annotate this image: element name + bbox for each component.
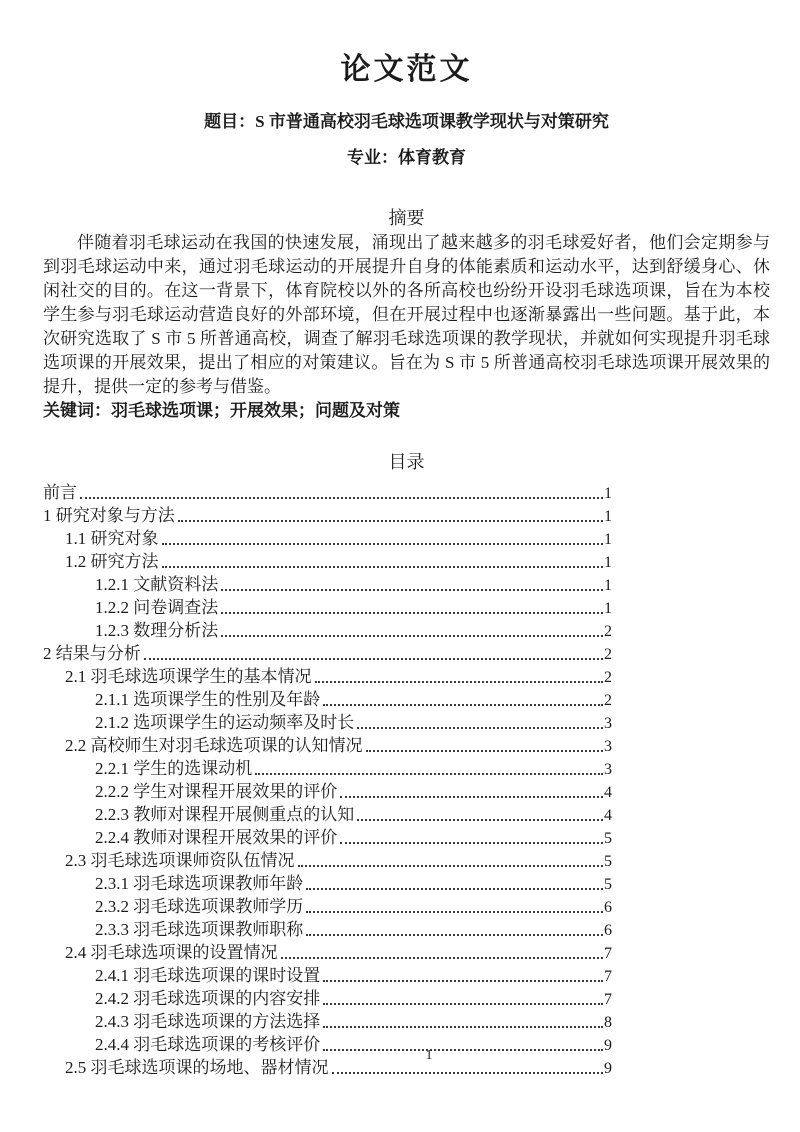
- toc-dot-leader-icon: [281, 957, 604, 959]
- toc-entry-page-number: 7: [604, 968, 612, 985]
- toc-entry-label: 1.2.3 数理分析法: [95, 621, 219, 640]
- toc-dot-leader-icon: [144, 658, 603, 660]
- toc-entry-label: 2.4.4 羽毛球选项课的考核评价: [95, 1035, 321, 1054]
- toc-entry-page-number: 1: [604, 554, 612, 571]
- toc-entry[interactable]: [43, 941, 612, 964]
- abstract-heading: 摘要: [388, 208, 425, 228]
- toc-dot-leader-icon: [298, 865, 604, 867]
- toc-entry-page-number: 2: [604, 669, 612, 686]
- toc-entry[interactable]: [43, 780, 612, 803]
- toc-entry[interactable]: [43, 619, 612, 642]
- toc-entry-page-number: 2: [604, 623, 612, 640]
- page-content: [43, 0, 770, 1132]
- thesis-major-line: 专业：体育教育: [347, 148, 466, 167]
- toc-entry-page-number: 8: [604, 1014, 612, 1031]
- toc-entry[interactable]: [43, 550, 612, 573]
- toc-dot-leader-icon: [80, 497, 603, 499]
- toc-entry-page-number: 3: [604, 738, 612, 755]
- toc-dot-leader-icon: [366, 750, 604, 752]
- toc-entry[interactable]: [43, 849, 612, 872]
- toc-entry-label: 2.4 羽毛球选项课的设置情况: [65, 943, 278, 962]
- toc-dot-leader-icon: [221, 635, 603, 637]
- toc-entry[interactable]: [43, 711, 612, 734]
- toc-entry[interactable]: [43, 573, 612, 596]
- toc-entry-page-number: 5: [604, 853, 612, 870]
- toc-entry[interactable]: [43, 1010, 612, 1033]
- toc-entry-label: 2 结果与分析: [43, 644, 141, 663]
- toc-dot-leader-icon: [323, 980, 603, 982]
- toc-entry[interactable]: [43, 987, 612, 1010]
- toc-entry[interactable]: [43, 757, 612, 780]
- toc-entry[interactable]: [43, 481, 612, 504]
- toc-entry-label: 2.2.1 学生的选课动机: [95, 759, 253, 778]
- toc-entry[interactable]: [43, 918, 612, 941]
- toc-entry-page-number: 1: [604, 531, 612, 548]
- toc-entry-page-number: 9: [604, 1037, 612, 1054]
- toc-entry-page-number: 4: [604, 807, 612, 824]
- toc-entry-label: 1.2.1 文献资料法: [95, 575, 219, 594]
- toc-entry-page-number: 7: [604, 991, 612, 1008]
- toc-entry-label: 1.2.2 问卷调查法: [95, 598, 219, 617]
- toc-entry-page-number: 1: [604, 577, 612, 594]
- toc-entry-label: 1.1 研究对象: [65, 529, 159, 548]
- toc-entry-page-number: 1: [604, 508, 612, 525]
- toc-entry[interactable]: [43, 803, 612, 826]
- toc-dot-leader-icon: [306, 911, 603, 913]
- toc-entry-label: 2.1.2 选项课学生的运动频率及时长: [95, 713, 355, 732]
- toc-entry-label: 2.2.2 学生对课程开展效果的评价: [95, 782, 338, 801]
- toc-entry-label: 2.5 羽毛球选项课的场地、器材情况: [65, 1058, 329, 1077]
- toc-entry[interactable]: [43, 665, 612, 688]
- toc-entry-page-number: 9: [604, 1060, 612, 1077]
- toc-dot-leader-icon: [306, 888, 603, 890]
- toc-entry-page-number: 5: [604, 876, 612, 893]
- toc-entry[interactable]: [43, 642, 612, 665]
- toc-entry-label: 1.2 研究方法: [65, 552, 159, 571]
- toc-entry-page-number: 4: [604, 784, 612, 801]
- toc-entry-label: 前言: [43, 483, 77, 502]
- footer-page-number: 1: [425, 1048, 433, 1063]
- toc-dot-leader-icon: [221, 612, 603, 614]
- toc-dot-leader-icon: [315, 681, 604, 683]
- toc-entry-label: 2.3 羽毛球选项课师资队伍情况: [65, 851, 295, 870]
- toc-entry-page-number: 5: [604, 830, 612, 847]
- toc-entry[interactable]: [43, 734, 612, 757]
- abstract-paragraph: 伴随着羽毛球运动在我国的快速发展，涌现出了越来越多的羽毛球爱好者，他们会定期参与到羽毛球运动中来，通过羽毛球运动的开展提升自身的体能素质和运动水平，达到舒缓身心、休闲社交的目的。在这一背景下，体育院校以外的各所高校也纷纷开设羽毛球选项课，旨在为本校学生参与羽毛球运动营造良好的外部环境，但在开展过程中也逐渐暴露出一些问题。基于此，本次研究选取了 S 市 5 所普通高校，调查了解羽毛球选项课的教学现状，并就如何实现提升羽毛球选项课的开展效果，提出了相应的对策建议。旨在为 S 市 5 所普通高校羽毛球选项课开展效果的提升，提供一定的参考与借鉴。: [43, 233, 770, 396]
- toc-dot-leader-icon: [340, 842, 603, 844]
- toc-entry-label: 2.3.1 羽毛球选项课教师年龄: [95, 874, 304, 893]
- toc-entry-page-number: 2: [604, 646, 612, 663]
- toc-entry-page-number: 3: [604, 761, 612, 778]
- toc-entry-label: 2.2.3 教师对课程开展侧重点的认知: [95, 805, 355, 824]
- toc-entry-label: 2.4.3 羽毛球选项课的方法选择: [95, 1012, 321, 1031]
- toc-list: [43, 481, 612, 1079]
- toc-entry-page-number: 2: [604, 692, 612, 709]
- toc-dot-leader-icon: [323, 1003, 603, 1005]
- toc-entry-page-number: 7: [604, 945, 612, 962]
- toc-entry-label: 2.2.4 教师对课程开展效果的评价: [95, 828, 338, 847]
- toc-heading: 目录: [388, 452, 425, 472]
- toc-entry-label: 2.1 羽毛球选项课学生的基本情况: [65, 667, 312, 686]
- toc-dot-leader-icon: [340, 796, 603, 798]
- toc-entry[interactable]: [43, 504, 612, 527]
- toc-entry-page-number: 1: [604, 485, 612, 502]
- toc-entry-page-number: 3: [604, 715, 612, 732]
- toc-entry[interactable]: [43, 826, 612, 849]
- toc-dot-leader-icon: [323, 1026, 603, 1028]
- toc-dot-leader-icon: [332, 1072, 604, 1074]
- toc-dot-leader-icon: [306, 934, 603, 936]
- toc-dot-leader-icon: [178, 520, 603, 522]
- toc-entry-label: 1 研究对象与方法: [43, 506, 175, 525]
- toc-entry-label: 2.4.2 羽毛球选项课的内容安排: [95, 989, 321, 1008]
- toc-entry-label: 2.3.2 羽毛球选项课教师学历: [95, 897, 304, 916]
- toc-dot-leader-icon: [323, 704, 603, 706]
- toc-entry[interactable]: [43, 596, 612, 619]
- toc-entry[interactable]: [43, 872, 612, 895]
- toc-entry-label: 2.1.1 选项课学生的性别及年龄: [95, 690, 321, 709]
- toc-entry-label: 2.4.1 羽毛球选项课的课时设置: [95, 966, 321, 985]
- toc-entry-page-number: 1: [604, 600, 612, 617]
- toc-entry[interactable]: [43, 895, 612, 918]
- toc-entry-label: 2.2 高校师生对羽毛球选项课的认知情况: [65, 736, 363, 755]
- document-title: 论文范文: [340, 53, 473, 86]
- toc-entry[interactable]: [43, 688, 612, 711]
- toc-entry[interactable]: [43, 964, 612, 987]
- keywords-line: 关键词：羽毛球选项课；开展效果；问题及对策: [43, 401, 400, 420]
- toc-entry-label: 2.3.3 羽毛球选项课教师职称: [95, 920, 304, 939]
- toc-entry[interactable]: [43, 527, 612, 550]
- toc-dot-leader-icon: [162, 543, 604, 545]
- toc-dot-leader-icon: [357, 727, 603, 729]
- toc-dot-leader-icon: [162, 566, 604, 568]
- toc-dot-leader-icon: [221, 589, 603, 591]
- thesis-topic-line: 题目：S 市普通高校羽毛球选项课教学现状与对策研究: [204, 112, 609, 131]
- toc-dot-leader-icon: [357, 819, 603, 821]
- toc-dot-leader-icon: [255, 773, 603, 775]
- toc-entry-page-number: 6: [604, 899, 612, 916]
- toc-entry-page-number: 6: [604, 922, 612, 939]
